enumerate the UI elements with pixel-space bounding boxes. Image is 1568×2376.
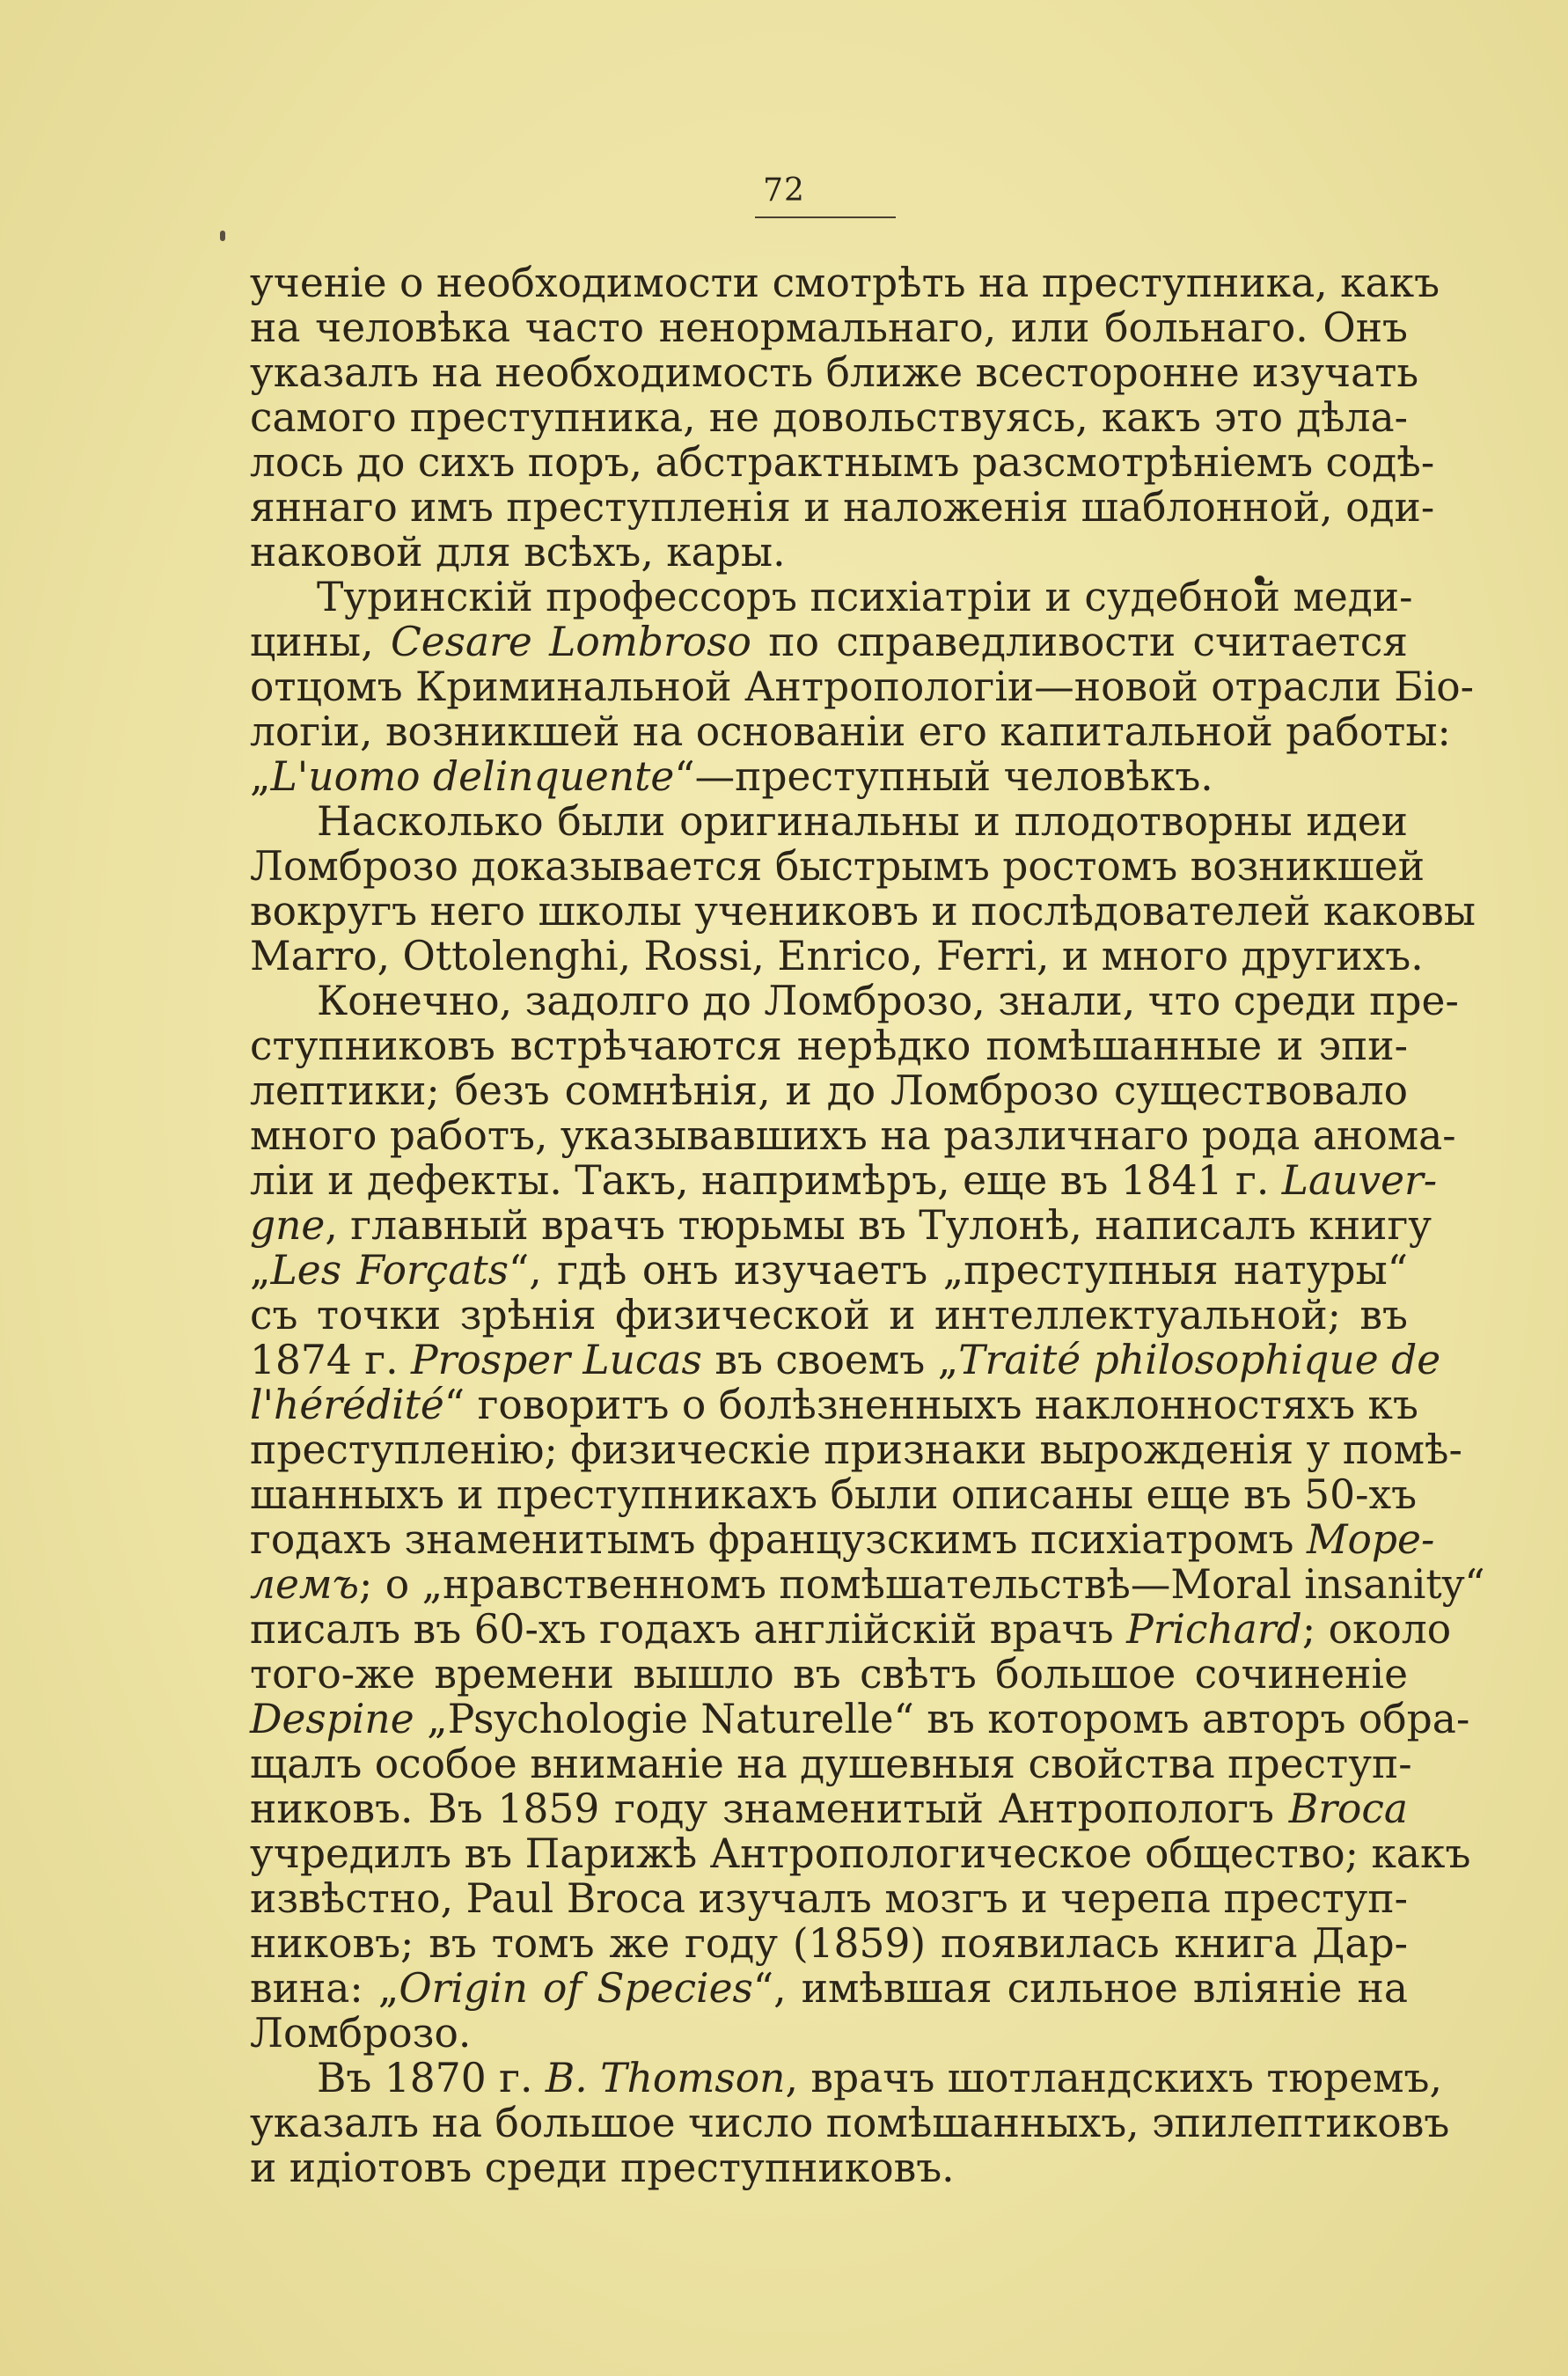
text-line: того-же времени вышло въ свѣтъ большое сочиненіе xyxy=(250,1651,1408,1698)
text-line: извѣстно, Paul Broca изучалъ мозгъ и черепа преступ- xyxy=(250,1875,1408,1922)
text-line: Конечно, задолго до Ломброзо, знали, что среди пре- xyxy=(317,978,1459,1024)
text-line: вокругъ него школы учениковъ и послѣдователей каковы xyxy=(250,888,1476,935)
text-line: логіи, возникшей на основаніи его капитальной работы: xyxy=(250,708,1451,755)
text-line: преступленію; физическіе признаки вырожденія у помѣ- xyxy=(250,1426,1462,1473)
text-line: l'hérédité“ говоритъ о болѣзненныхъ наклонностяхъ къ xyxy=(250,1382,1418,1428)
text-line: ступниковъ встрѣчаются нерѣдко помѣшанные и эпи- xyxy=(250,1023,1408,1069)
text-line: ученіе о необходимости смотрѣть на преступника, какъ xyxy=(250,260,1440,306)
text-line: никовъ. Въ 1859 году знаменитый Антропологъ Broca xyxy=(250,1786,1408,1832)
text-line: указалъ на необходимость ближе всесторонне изучать xyxy=(250,349,1419,396)
text-line: наковой для всѣхъ, кары. xyxy=(250,529,786,576)
text-line: указалъ на большое число помѣшанныхъ, эпилептиковъ xyxy=(250,2100,1450,2146)
text-line: Ломброзо. xyxy=(250,2010,472,2057)
text-line: и идіотовъ среди преступниковъ. xyxy=(250,2145,955,2191)
page-number-rule xyxy=(755,216,896,218)
margin-mark xyxy=(220,231,225,241)
text-line: Въ 1870 г. B. Thomson, врачъ шотландскихъ тюремъ, xyxy=(317,2055,1442,2101)
text-line: годахъ знаменитымъ французскимъ психіатромъ Море- xyxy=(250,1516,1435,1563)
text-line: цины, Cesare Lombroso по справедливости считается xyxy=(250,619,1409,665)
text-line: ліи и дефекты. Такъ, напримѣръ, еще въ 1841 г. Lauver- xyxy=(250,1157,1438,1204)
text-line: лемъ; о „нравственномъ помѣшательствѣ—Moral insanity“ xyxy=(250,1561,1485,1608)
text-line: яннаго имъ преступленія и наложенія шаблонной, оди- xyxy=(250,484,1435,531)
text-line: „Les Forçats“, гдѣ онъ изучаетъ „преступныя натуры“ xyxy=(250,1247,1408,1294)
page-number: 72 xyxy=(763,172,805,209)
text-line: 1874 г. Prosper Lucas въ своемъ „Traité philosophique de xyxy=(250,1337,1441,1383)
text-line: Туринскій профессоръ психіатріи и судебной меди- xyxy=(317,574,1413,620)
text-line: отцомъ Криминальной Антропологіи—новой отрасли Біо- xyxy=(250,664,1475,710)
text-line: учредилъ въ Парижѣ Антропологическое общество; какъ xyxy=(250,1830,1471,1877)
text-line: „L'uomo delinquente“—преступный человѣкъ. xyxy=(250,753,1213,800)
text-line: лептики; безъ сомнѣнія, и до Ломброзо существовало xyxy=(250,1067,1408,1114)
text-line: Despine „Psychologie Naturelle“ въ которомъ авторъ обра- xyxy=(250,1696,1470,1742)
text-line: Насколько были оригинальны и плодотворны идеи xyxy=(317,798,1408,845)
text-line: Ломброзо доказывается быстрымъ ростомъ возникшей xyxy=(250,843,1425,890)
text-line: много работъ, указывавшихъ на различнаго рода анома- xyxy=(250,1112,1456,1159)
text-line: съ точки зрѣнія физической и интеллектуальной; въ xyxy=(250,1292,1408,1338)
text-line: писалъ въ 60-хъ годахъ англійскій врачъ Prichard; около xyxy=(250,1606,1452,1653)
text-line: Marro, Ottolenghi, Rossi, Enrico, Ferri, и много другихъ. xyxy=(250,933,1424,979)
text-line: шанныхъ и преступникахъ были описаны еще въ 50-хъ xyxy=(250,1471,1418,1518)
text-line: щалъ особое вниманіе на душевныя свойства преступ- xyxy=(250,1741,1412,1787)
text-line: никовъ; въ томъ же году (1859) появилась книга Дар- xyxy=(250,1920,1408,1967)
text-line: самого преступника, не довольствуясь, какъ это дѣла- xyxy=(250,394,1408,441)
text-line: на человѣка часто ненормальнаго, или больнаго. Онъ xyxy=(250,304,1408,351)
page-body-text xyxy=(250,260,1485,2191)
text-line: лось до сихъ поръ, абстрактнымъ разсмотрѣніемъ содѣ- xyxy=(250,439,1435,486)
text-line: вина: „Origin of Species“, имѣвшая сильное вліяніе на xyxy=(250,1965,1408,2012)
text-line: gne, главный врачъ тюрьмы въ Тулонѣ, написалъ книгу xyxy=(250,1202,1432,1249)
